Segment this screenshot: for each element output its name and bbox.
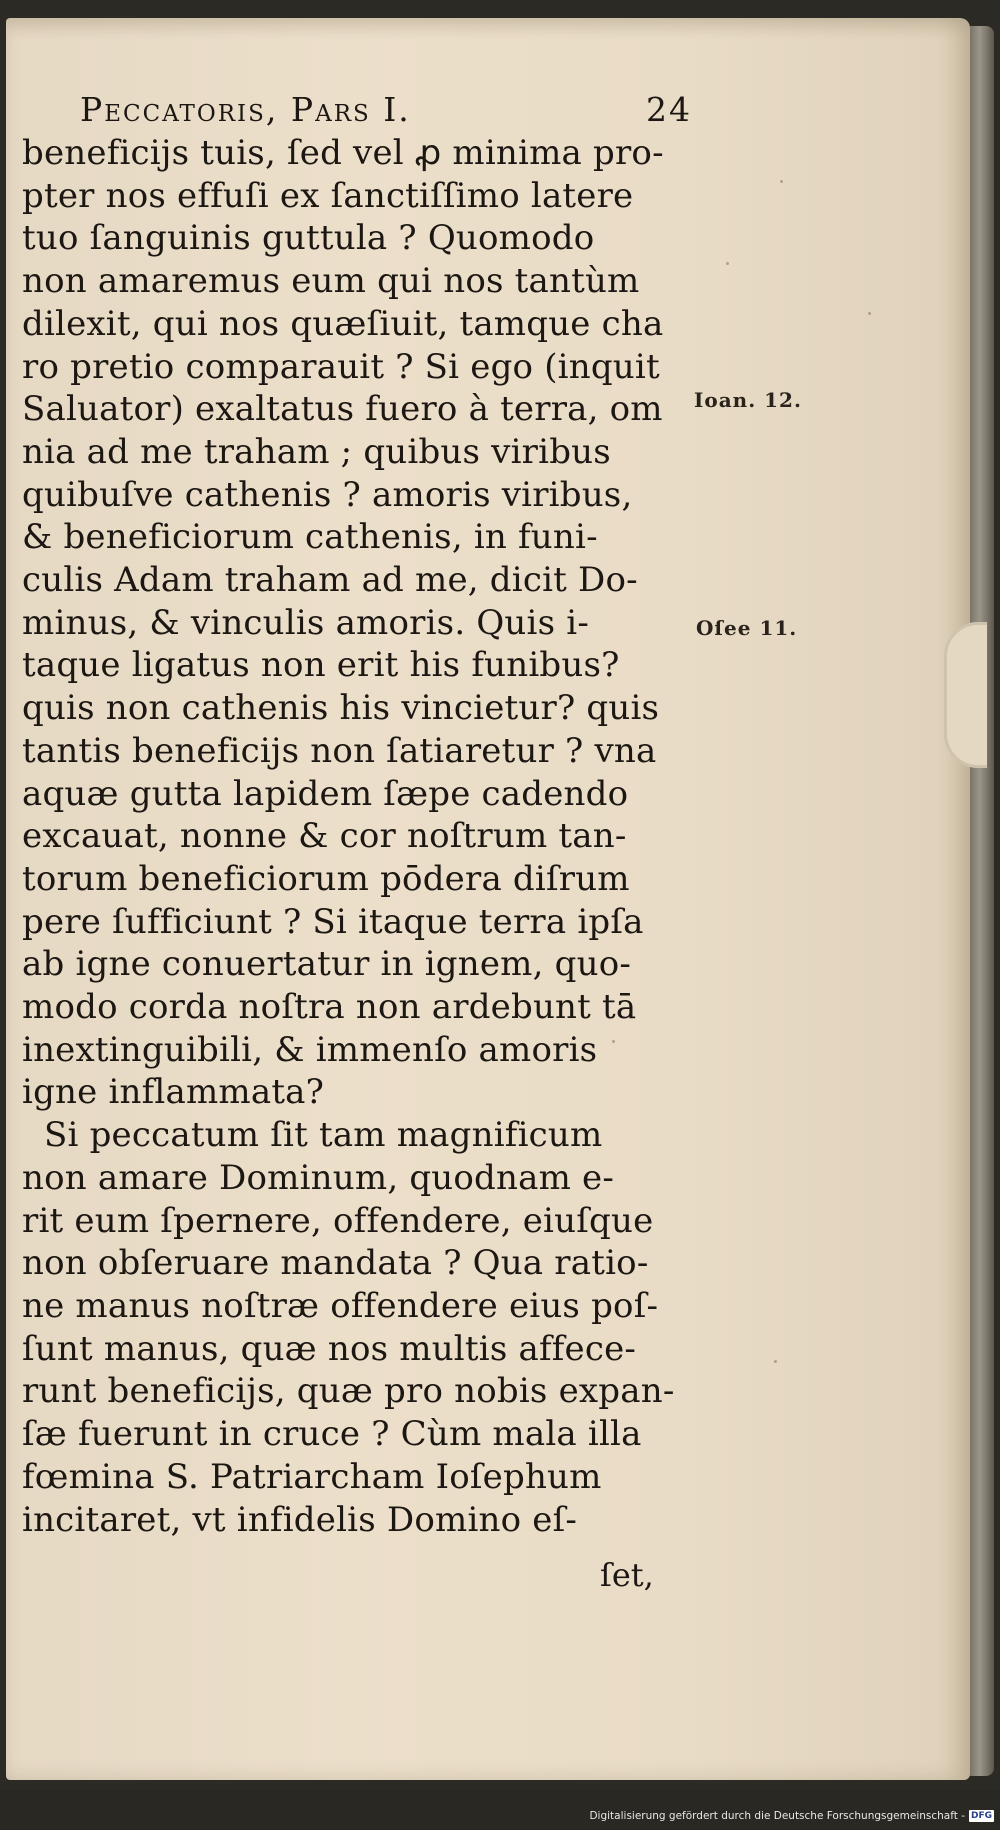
paper-speck	[774, 1360, 777, 1363]
text-line: igne inflammata?	[22, 1072, 325, 1113]
margin-note-osee: Oſee 11.	[696, 616, 798, 640]
text-line: aquæ gutta lapidem ſæpe cadendo	[22, 773, 629, 814]
text-line: beneficijs tuis, ſed vel ꝓ minima pro-	[22, 133, 664, 173]
text-line: ne manus noſtræ offendere eius poſ-	[22, 1285, 659, 1326]
text-line: torum beneficiorum pōdera diſrum	[22, 858, 630, 899]
margin-note-ioan: Ioan. 12.	[694, 388, 802, 412]
text-line: minus, & vinculis amoris. Quis i-	[22, 602, 590, 643]
text-line: fœmina S. Patriarcham Ioſephum	[22, 1456, 602, 1497]
text-line-paragraph-start: Si peccatum ſit tam magnificum	[44, 1115, 603, 1156]
dfg-logo-icon: DFG	[970, 1811, 992, 1821]
text-line: quis non cathenis his vincietur? quis	[22, 688, 660, 729]
text-line: inextinguibili, & immenſo amoris	[22, 1029, 598, 1070]
text-line: excauat, nonne & cor noſtrum tan-	[22, 816, 627, 857]
text-line: runt beneficijs, quæ pro nobis expan-	[22, 1371, 675, 1412]
digitization-credit	[589, 1810, 994, 1822]
text-line: pere ſufficiunt ? Si itaque terra ipſa	[22, 901, 644, 942]
paper-speck	[780, 180, 783, 183]
text-line: non obſeruare mandata ? Qua ratio-	[22, 1243, 649, 1284]
catchword: ſet,	[600, 1556, 654, 1594]
text-line: taque ligatus non erit his funibus?	[22, 645, 620, 686]
page-number: 24	[646, 90, 692, 129]
text-line: tuo ſanguinis guttula ? Quomodo	[22, 218, 595, 259]
text-line: tantis beneficijs non ſatiaretur ? vna	[22, 730, 657, 771]
page-tab-notch	[944, 622, 987, 768]
running-head	[22, 88, 692, 132]
text-line: non amare Dominum, quodnam e-	[22, 1157, 615, 1198]
text-line: ſunt manus, quæ nos multis affece-	[22, 1328, 637, 1369]
text-line: culis Adam traham ad me, dicit Do-	[22, 560, 638, 601]
text-line: Saluator) exaltatus fuero à terra, om	[22, 389, 663, 430]
text-line: dilexit, qui nos quæſiuit, tamque cha	[22, 303, 664, 344]
text-line: pter nos effuſi ex ſanctiſſimo latere	[22, 175, 634, 216]
text-line: modo corda noſtra non ardebunt tā	[22, 987, 637, 1028]
text-block	[22, 88, 692, 1541]
text-line: non amaremus eum qui nos tantùm	[22, 261, 640, 302]
text-line: nia ad me traham ; quibus viribus	[22, 431, 611, 472]
page-edge	[970, 26, 994, 1776]
credit-text: Digitalisierung gefördert durch die Deutsche Forschungsgemeinschaft -	[589, 1810, 965, 1822]
text-line: & beneficiorum cathenis, in funi-	[22, 517, 598, 558]
text-line: ſæ fuerunt in cruce ? Cùm mala illa	[22, 1414, 642, 1455]
paper-speck	[726, 262, 729, 265]
running-head-title: Peccatoris, Pars I.	[80, 90, 411, 129]
paper-speck	[868, 312, 871, 315]
text-line: incitaret, vt infidelis Domino eſ-	[22, 1499, 578, 1540]
text-line: quibuſve cathenis ? amoris viribus,	[22, 474, 633, 515]
text-line: ab igne conuertatur in ignem, quo-	[22, 944, 632, 985]
text-line: rit eum ſpernere, offendere, eiuſque	[22, 1200, 654, 1241]
text-line: ro pretio comparauit ? Si ego (inquit	[22, 346, 660, 387]
